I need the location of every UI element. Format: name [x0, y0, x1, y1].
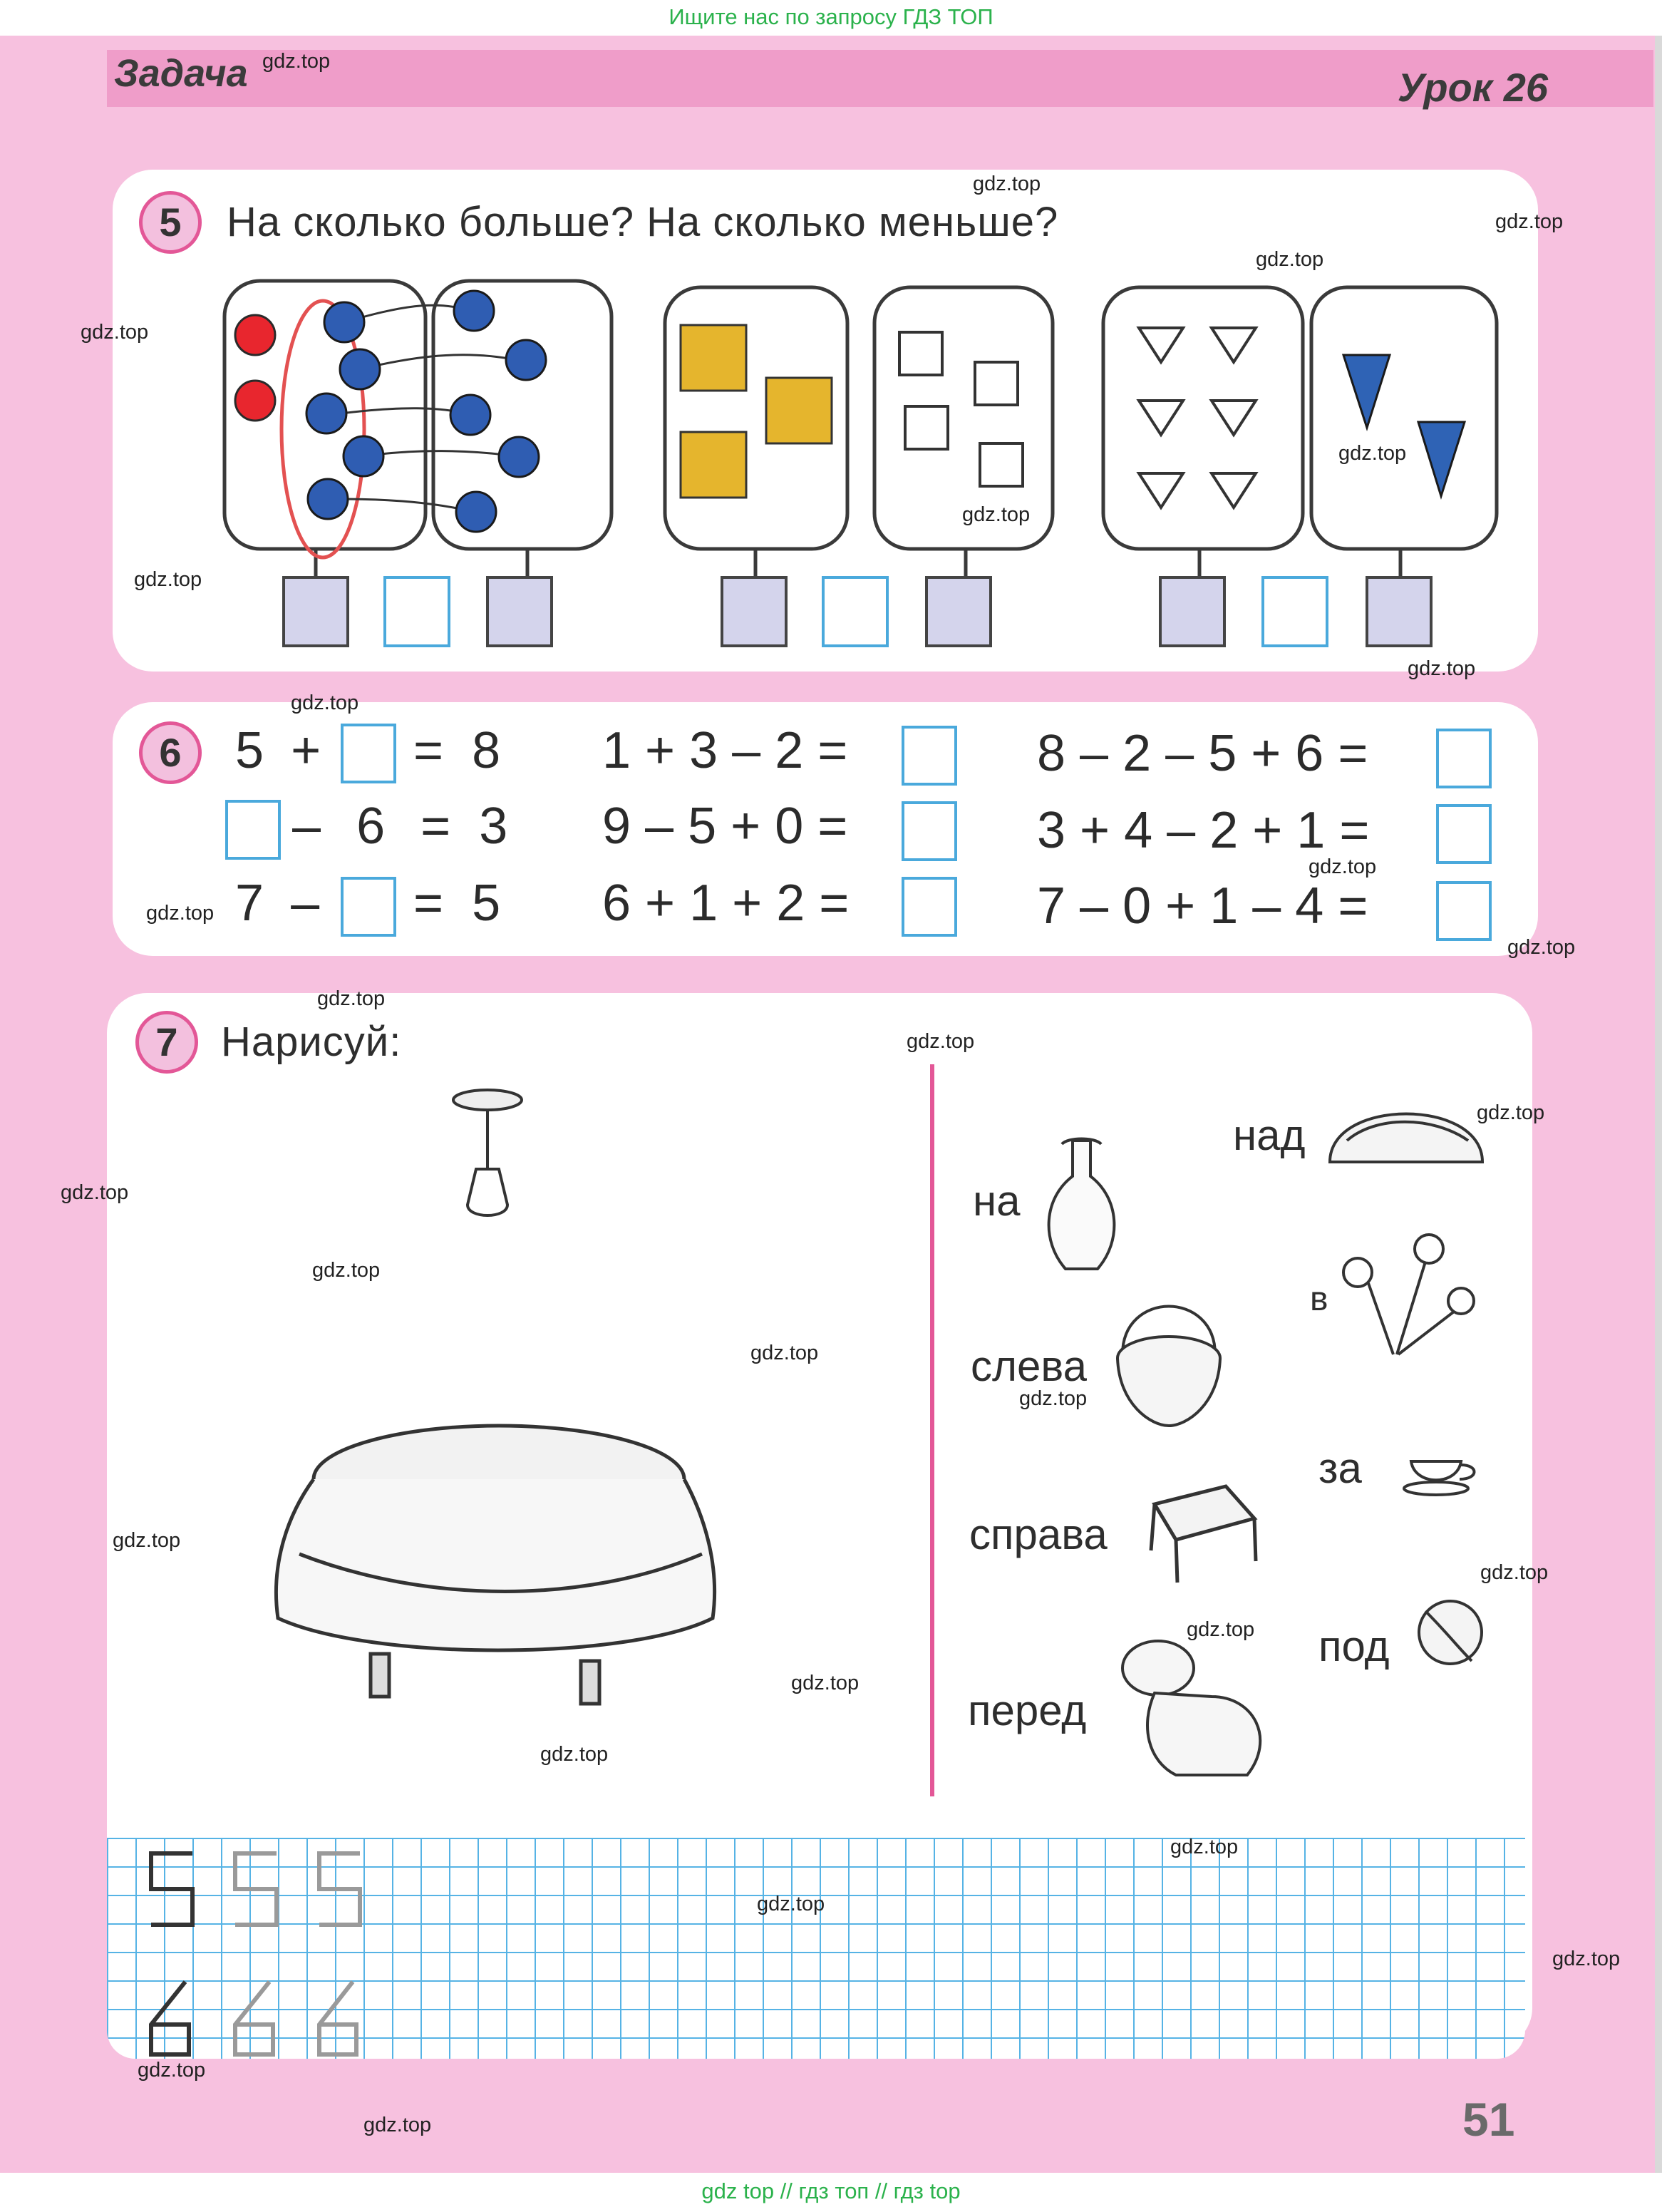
watermark: gdz.top — [1507, 936, 1576, 959]
bottom-banner: gdz top // гдз топ // гдз top — [701, 2178, 961, 2203]
page-title: Задача — [114, 52, 248, 95]
watermark: gdz.top — [317, 987, 386, 1010]
watermark: gdz.top — [81, 321, 149, 344]
watermark: gdz.top — [757, 1893, 825, 1915]
eq-operand: 5 — [235, 722, 264, 779]
watermark: gdz.top — [750, 1342, 819, 1364]
watermark: gdz.top — [291, 691, 359, 714]
digit-5-trace — [235, 1853, 360, 1925]
watermark: gdz.top — [138, 2059, 206, 2082]
watermark: gdz.top — [1552, 1948, 1621, 1970]
watermark: gdz.top — [61, 1181, 129, 1204]
watermark: gdz.top — [1495, 210, 1564, 233]
eq-equals: = — [420, 798, 451, 855]
word-pered: перед — [968, 1687, 1087, 1734]
digit-6-sample — [151, 1982, 189, 2054]
watermark: gdz.top — [1019, 1387, 1088, 1410]
watermark: gdz.top — [312, 1259, 381, 1282]
task5-text: На сколько больше? На сколько меньше? — [227, 199, 1059, 245]
watermark: gdz.top — [1480, 1561, 1549, 1584]
word-za: за — [1318, 1444, 1362, 1492]
word-v: в — [1310, 1280, 1328, 1318]
eq-row-6: 6 + 1 + 2 = — [602, 875, 850, 932]
eq-operator: – — [291, 875, 320, 932]
watermark: gdz.top — [791, 1672, 860, 1694]
top-banner: Ищите нас по запросу ГДЗ ТОП — [669, 4, 993, 29]
watermark: gdz.top — [113, 1529, 181, 1552]
task7-number: 7 — [135, 1011, 198, 1074]
watermark: gdz.top — [134, 568, 202, 591]
eq-equals: = — [413, 722, 444, 779]
eq-operand: 7 — [235, 875, 264, 932]
eq-operator: – — [292, 798, 321, 855]
eq-row-9: 7 – 0 + 1 – 4 = — [1037, 878, 1368, 935]
word-na: на — [973, 1177, 1021, 1225]
eq-result: 5 — [472, 875, 501, 932]
word-pod: под — [1318, 1622, 1390, 1670]
word-sleva: слева — [971, 1342, 1087, 1390]
watermark: gdz.top — [146, 902, 215, 925]
watermark: gdz.top — [1477, 1101, 1545, 1124]
eq-operand: 6 — [356, 798, 386, 855]
digit-6-trace — [235, 1982, 356, 2054]
watermark: gdz.top — [1170, 1836, 1239, 1858]
watermark: gdz.top — [540, 1743, 609, 1766]
watermark: gdz.top — [363, 2114, 432, 2136]
page-number: 51 — [1462, 2093, 1515, 2146]
eq-row-5: 9 – 5 + 0 = — [602, 798, 848, 855]
eq-operator: + — [291, 722, 321, 779]
watermark: gdz.top — [1309, 855, 1377, 878]
eq-row-8: 3 + 4 – 2 + 1 = — [1037, 802, 1370, 859]
eq-result: 3 — [479, 798, 508, 855]
word-nad: над — [1233, 1111, 1306, 1159]
eq-row-7: 8 – 2 – 5 + 6 = — [1037, 725, 1368, 782]
watermark: gdz.top — [262, 50, 331, 73]
watermark: gdz.top — [962, 503, 1031, 526]
task6-number: 6 — [139, 721, 202, 784]
eq-row-4: 1 + 3 – 2 = — [602, 722, 848, 779]
lesson-label: Урок 26 — [1397, 65, 1548, 110]
watermark: gdz.top — [1187, 1618, 1255, 1641]
watermark: gdz.top — [1256, 248, 1324, 271]
word-sprava: справа — [969, 1511, 1108, 1558]
watermark: gdz.top — [973, 173, 1041, 195]
watermark: gdz.top — [1408, 657, 1476, 680]
eq-equals: = — [413, 875, 444, 932]
digit-5-sample — [151, 1853, 192, 1925]
task5-number: 5 — [139, 191, 202, 254]
watermark: gdz.top — [1338, 442, 1407, 465]
watermark: gdz.top — [907, 1030, 975, 1053]
eq-result: 8 — [472, 722, 501, 779]
task7-text: Нарисуй: — [221, 1019, 402, 1065]
